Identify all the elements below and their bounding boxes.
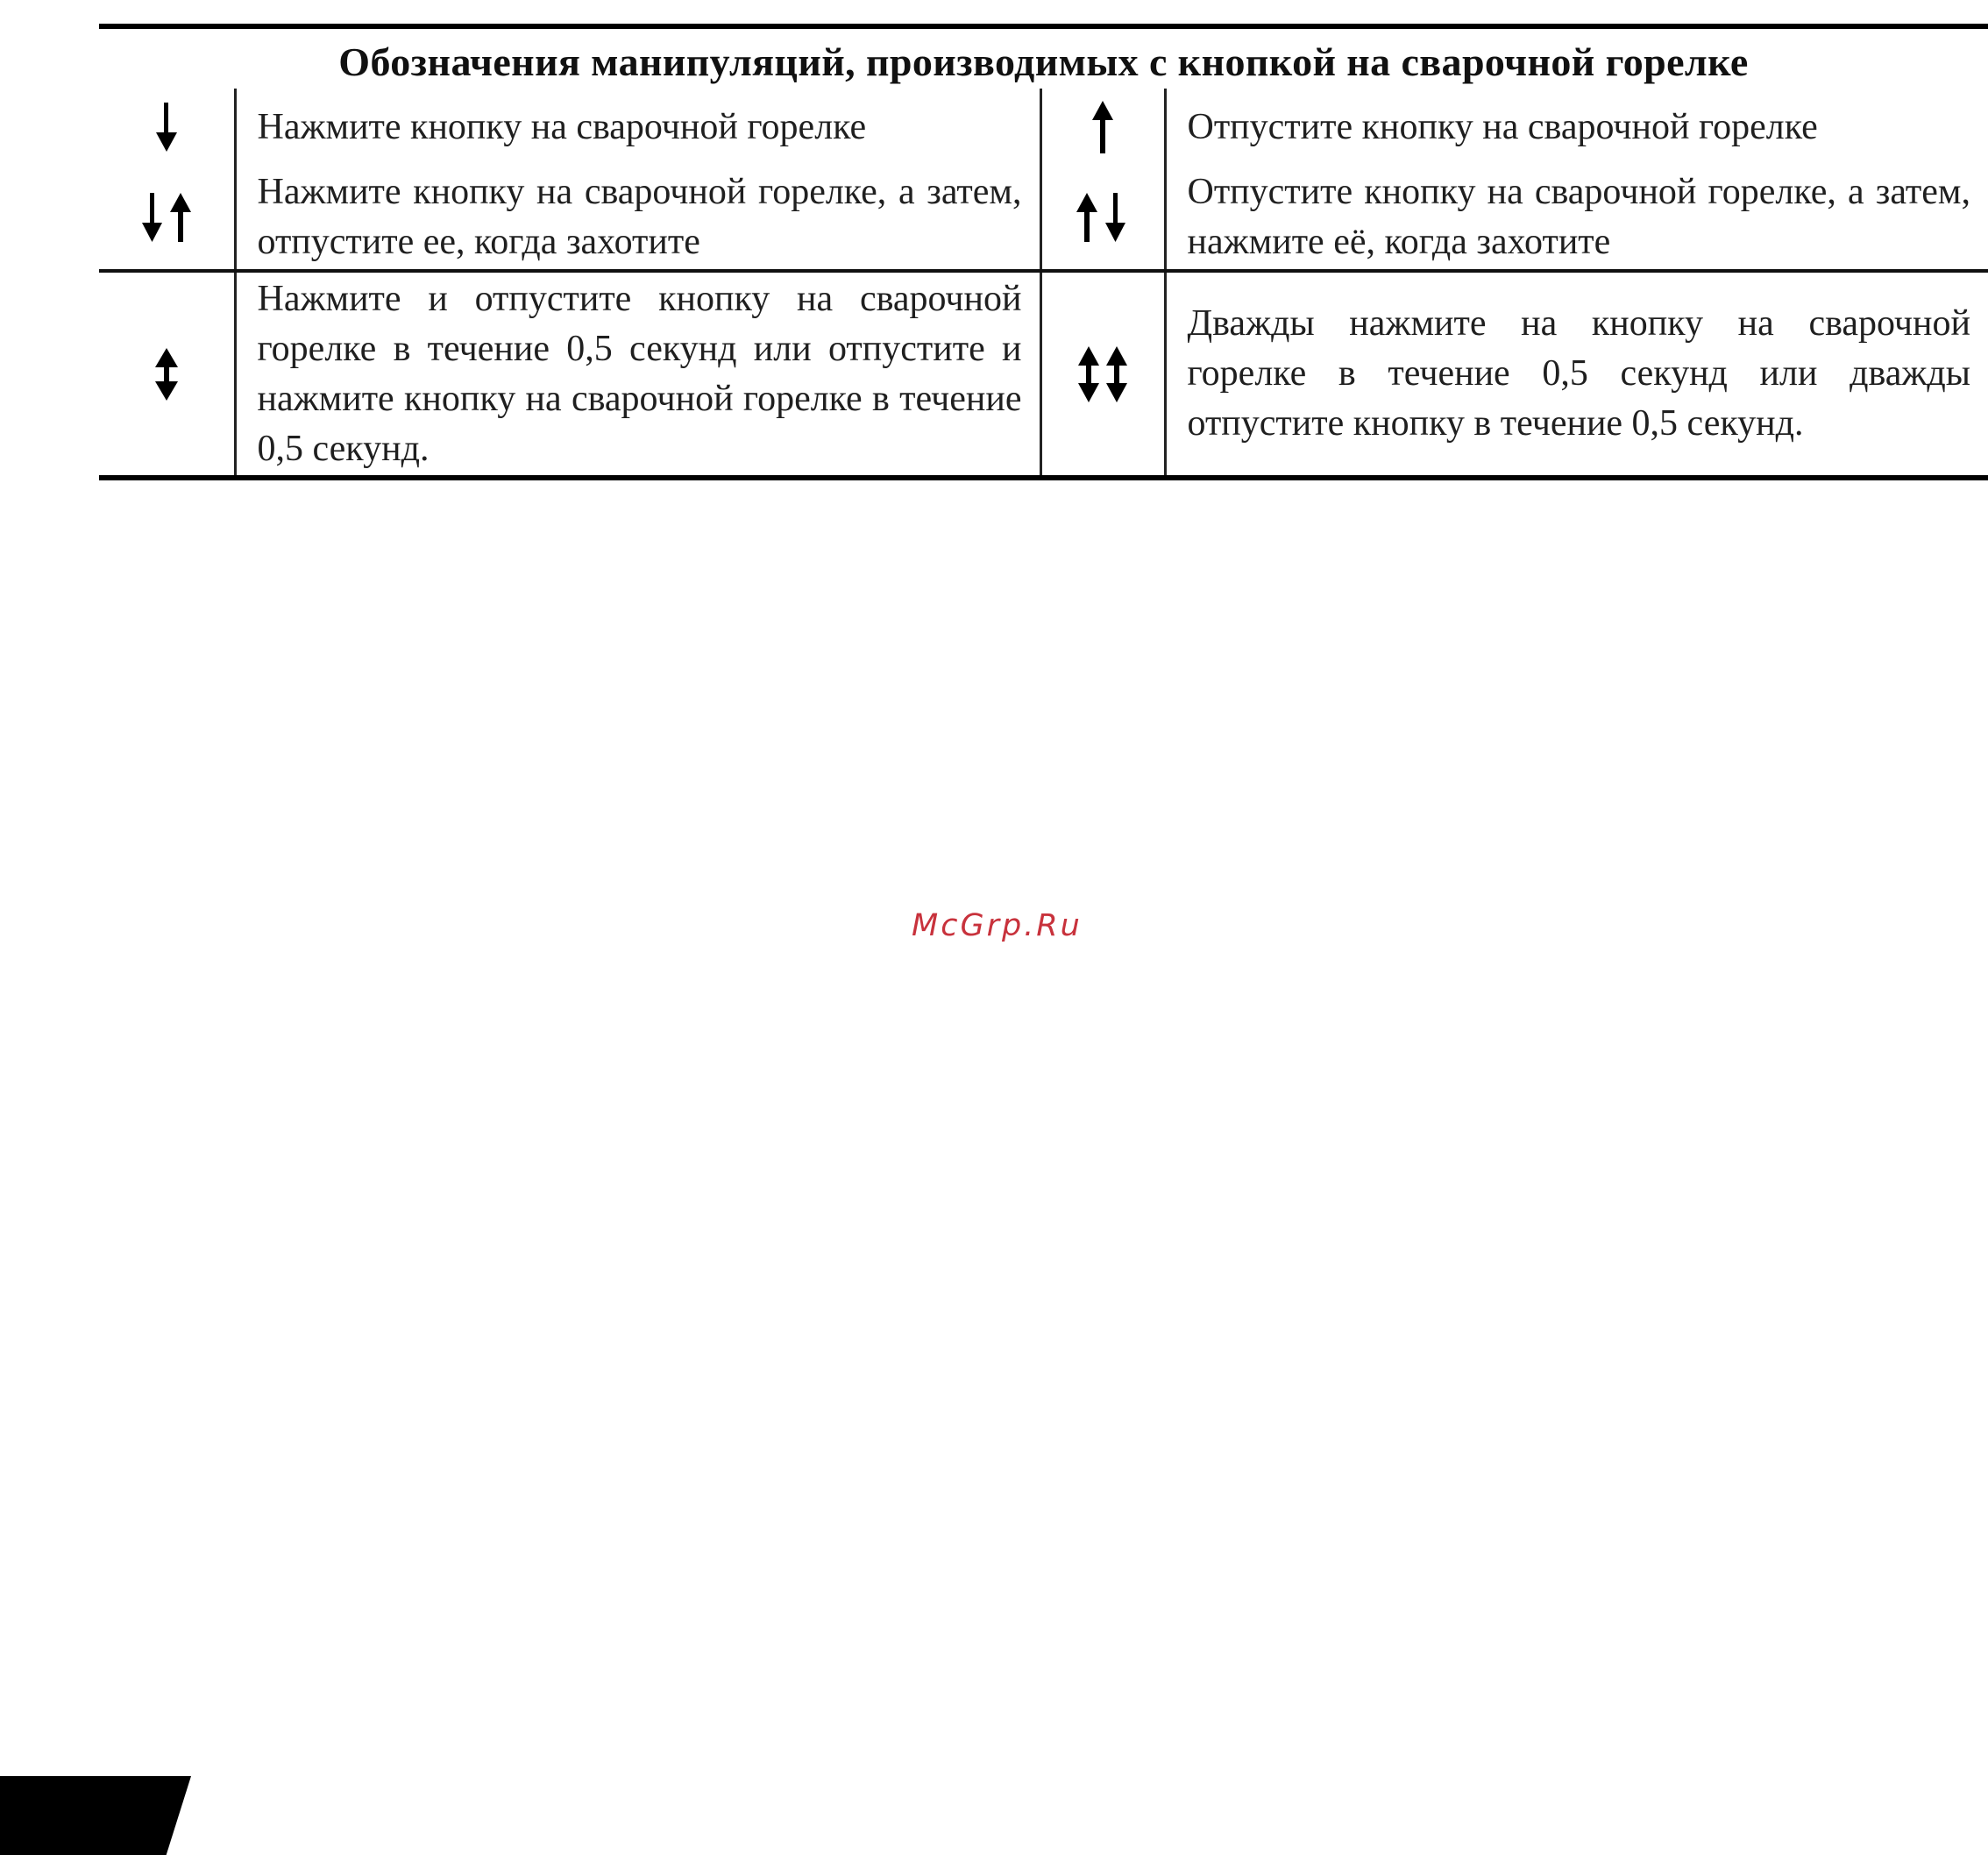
description-cell [1165, 89, 1988, 166]
description-cell [1165, 271, 1988, 475]
icon-cell [99, 89, 235, 166]
table-title: Обозначения манипуляций, производимых с кнопкой на сварочной горелке [338, 39, 1749, 84]
description-text: Отпустите кнопку на сварочной горелке [1187, 106, 1818, 147]
table-row [99, 89, 1988, 166]
arrow-up-icon [1091, 119, 1114, 134]
watermark: McGrp.Ru [912, 908, 1083, 943]
page-corner-tab [0, 1776, 191, 1855]
symbols-grid [99, 89, 1988, 475]
description-cell [235, 89, 1040, 166]
description-text: Нажмите кнопку на сварочной горелке, а затем, отпустите ее, когда захотите [257, 172, 1022, 262]
double-arrow-icon [153, 366, 180, 380]
icon-cell [1040, 89, 1165, 166]
arrow-up-down-icon [1076, 210, 1129, 224]
icon-cell [1040, 166, 1165, 271]
description-text: Нажмите и отпустите кнопку на сварочной горелке в течение 0,5 секунд или отпустите и нажмите кнопку на сварочной горелке в течение 0,5 секунд. [257, 278, 1022, 469]
arrow-down-up-icon [142, 210, 191, 224]
description-text: Нажмите кнопку на сварочной горелке [257, 106, 867, 147]
arrow-down-icon [155, 119, 178, 134]
description-cell [1165, 166, 1988, 271]
description-cell [235, 271, 1040, 475]
icon-cell [99, 166, 235, 271]
icon-cell [99, 271, 235, 475]
table-row [99, 166, 1988, 271]
two-double-arrows-icon [1076, 366, 1129, 380]
description-text: Отпустите кнопку на сварочной горелке, а затем, нажмите её, когда захотите [1187, 172, 1970, 262]
icon-cell [1040, 271, 1165, 475]
manipulation-symbols-table [99, 24, 1988, 480]
table-row [99, 271, 1988, 475]
description-text: Дважды нажмите на кнопку на сварочной горелке в течение 0,5 секунд или дважды отпустите кнопку в течение 0,5 секунд. [1187, 303, 1970, 444]
description-cell [235, 166, 1040, 271]
